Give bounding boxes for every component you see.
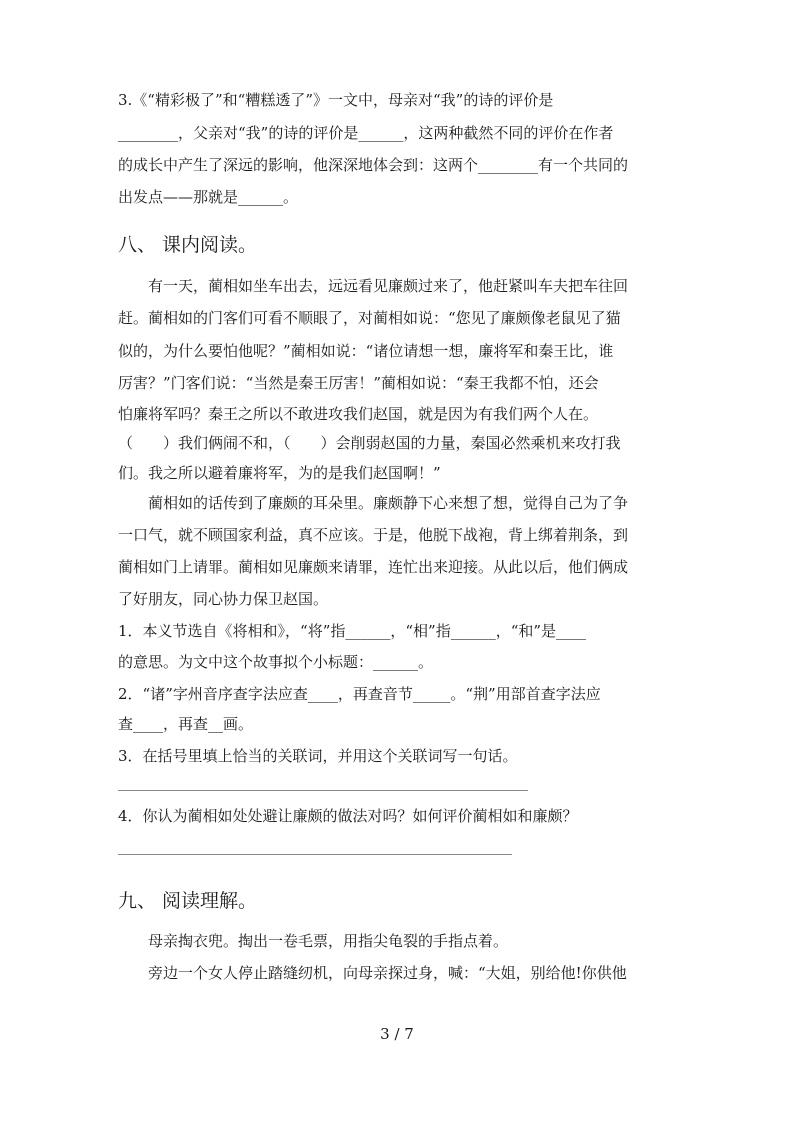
passage-1-line-7: 们。我之所以避着廉将军，为的是我们赵国啊！” [118,464,441,482]
passage-1-line-6: （ ）我们俩闹不和，（ ）会削弱赵国的力量，秦国必然乘机来攻打我 [118,434,621,452]
passage-1-line-4: 厉害？”门客们说：“当然是秦王厉害！”蔺相如说：“秦王我都不怕，还会 [118,374,599,392]
page-number: 3 / 7 [380,1025,414,1043]
passage-1-line-3: 似的，为什么要怕他呢？”蔺相如说：“诸位请想一想，廉将军和秦王比，谁 [118,342,614,360]
question-4: 4．你认为蔺相如处处避让廉颇的做法对吗？如何评价蔺相如和廉颇？ [118,807,578,825]
section-9-passage-line-1: 母亲掏衣兜。掏出一卷毛票，用指尖龟裂的手指点着。 [148,932,509,950]
q7-item3-line-1: 3.《“精彩极了”和“糟糕透了”》一文中，母亲对“我”的诗的评价是 [118,91,554,109]
passage-1-line-1: 有一天，蔺相如坐车出去，远远看见廉颇过来了，他赶紧叫车夫把车往回 [148,277,629,295]
question-1-line-1: 1．本义节选自《将相和》，“将”指______，“相”指______，“和”是____ [118,622,587,640]
section-8-heading: 八、 课内阅读。 [118,234,258,256]
question-1-line-2: 的意思。为文中这个故事拟个小标题：______。 [118,653,434,671]
passage-2-line-1: 蔺相如的话传到了廉颇的耳朵里。廉颇静下心来想了想，觉得自己为了争 [148,494,629,512]
q7-item3-line-2: ________，父亲对“我”的诗的评价是______，这两种截然不同的评价在作者 [118,124,614,142]
passage-2-line-2: 一口气，就不顾国家利益，真不应该。于是，他脱下战袍，背上绑着荆条，到 [118,526,629,544]
q7-item3-line-3: 的成长中产生了深远的影响，他深深地体会到：这两个________有一个共同的 [118,156,629,174]
q7-item3-line-4: 出发点——那就是______。 [118,188,299,206]
question-2-line-1: 2．“诸”字州音序查字法应查____，再查音节_____。“荆”用部首查字法应 [118,685,601,703]
passage-2-line-3: 蔺相如门上请罪。蔺相如见廉颇来请罪，连忙出来迎接。从此以后，他们俩成 [118,558,629,576]
section-9-heading: 九、 阅读理解。 [118,890,258,912]
passage-1-line-5: 怕廉将军吗？秦王之所以不敢进攻我们赵国，就是因为有我们两个人在。 [118,405,599,423]
question-2-line-2: 查____，再查__画。 [118,715,254,733]
passage-2-line-4: 了好朋友，同心协力保卫赵国。 [118,590,329,608]
answer-line-4[interactable] [118,854,512,855]
question-3: 3．在括号里填上恰当的关联词，并用这个关联词写一句话。 [118,747,518,765]
section-9-passage-line-2: 旁边一个女人停止踏缝纫机，向母亲探过身，喊：“大姐，别给他!你供他 [148,964,627,982]
passage-1-line-2: 赶。蔺相如的门客们可看不顺眼了，对蔺相如说：“您见了廉颇像老鼠见了猫 [118,309,621,327]
answer-line-3[interactable] [118,790,528,791]
